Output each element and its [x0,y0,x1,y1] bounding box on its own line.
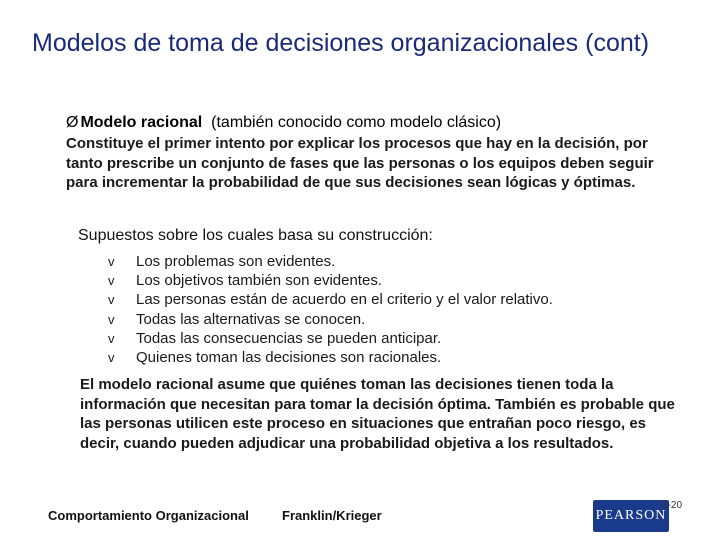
list-item-text: Todas las consecuencias se pueden anticipar. [136,329,442,347]
list-item-text: Las personas están de acuerdo en el criterio y el valor relativo. [136,291,553,309]
list-item [108,290,668,309]
pearson-logo: PEARSON [593,500,669,532]
list-item [108,348,668,367]
assumptions-list [108,252,668,367]
footer-authors: Franklin/Krieger [282,508,382,523]
diamond-bullet-icon: v [108,292,115,308]
list-item [108,271,668,290]
model-description: Constituye el primer intento por explicar los procesos que hay en la decisión, por tanto prescribe un conjunto de fases que las personas o los equipos deben seguir para incrementar la probabilidad de que sus decisiones sean lógicas y óptimas. [66,135,654,191]
diamond-bullet-icon: v [108,311,115,327]
assumptions-heading: Supuestos sobre los cuales basa su construcción: [78,227,433,244]
list-item [108,310,668,329]
list-item [108,252,668,271]
footer-course: Comportamiento Organizacional [48,508,249,523]
diamond-bullet-icon: v [108,330,115,346]
diamond-bullet-icon: v [108,254,115,269]
diamond-bullet-icon: v [108,273,115,289]
arrow-bullet-icon: Ø [66,114,79,131]
list-item-text: Todas las alternativas se conocen. [136,310,366,328]
model-summary: El modelo racional asume que quiénes toman las decisiones tienen toda la información que necesitan para tomar la decisión óptima. También es probable que las personas utilicen este proceso en situaciones que entrañan poco riesgo, es decir, cuando pueden adjudicar una probabilidad objetiva a los resultados. [80,376,675,452]
model-subheading [66,113,686,133]
list-item [108,329,668,348]
model-aka: (también conocido como modelo clásico) [202,114,502,131]
list-item-text: Los problemas son evidentes. [136,253,336,270]
page-number: 1-20 [662,500,683,511]
list-item-text: Quienes toman las decisiones son racionales. [136,349,442,367]
list-item-text: Los objetivos también son evidentes. [136,272,382,290]
diamond-bullet-icon: v [108,350,115,366]
slide-title: Modelos de toma de decisiones organizacionales (cont) [32,29,650,57]
model-name: Modelo racional [80,114,203,131]
